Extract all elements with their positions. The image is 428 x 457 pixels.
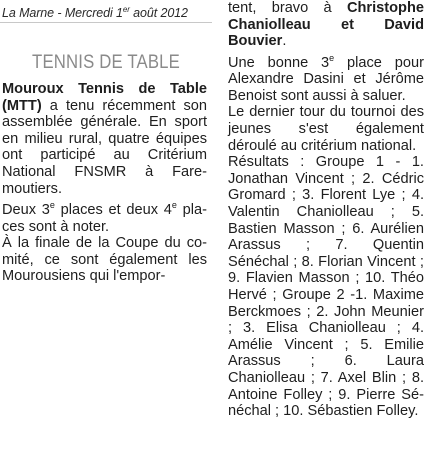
paragraph-cup-final: À la finale de la Coupe du comité, ce sont également les Mourousiens qui l'empor- [2, 235, 207, 285]
paragraph-places: Deux 3e places et deux 4e places sont à noter. [2, 200, 207, 235]
paragraph-cup-final-cont: tent, bravo à Christophe Chaniolleau et David Bouvier. [228, 0, 424, 50]
paragraph-intro [2, 81, 207, 197]
paragraph-results: Résultats : Groupe 1 - 1. Jonathan Vincent ; 2. Cédric Gromard ; 3. Florent Lye ; 4. Valentin Chaniolleau ; 5. Bastien Masson ; 6. Aurélien Arassus ; 7. Quentin Sénéchal ; 8. Florian Vincent ; 9. Flavien Masson ; 10. Théo Hervé ; Groupe 2 -1. Maxime Berckmoes ; 2. John Meunier ; 3. Elisa Chaniolleau ; 4. Amélie Vincent ; 5. Emilie Arassus ; 6. Laura Chaniolleau ; 7. Axel Blin ; 8. Antoine Folley ; 9. Pierre Sénéchal ; 10. Sébastien Folley. [228, 154, 424, 420]
paragraph-youth-tournament: Le dernier tour du tournoi des jeunes s'est également déroulé au critérium national. [228, 104, 424, 154]
folio-text: La Marne - Mercredi 1er août 2012 [2, 5, 188, 21]
article-column-left [2, 81, 207, 285]
winners-names: Christophe Chaniolleau et David Bouvier [228, 0, 424, 50]
section-heading: TENNIS DE TABLE [32, 52, 180, 73]
intro-text: a tenu récemment son assemblée générale. En sport en milieu rural, quatre équipes ont participé au Critérium National FNSMR à Faremoutiers. [2, 97, 207, 197]
header-rule [0, 22, 212, 23]
page-folio [2, 5, 188, 20]
club-name-lead: Mouroux Tennis de Table (MTT) [2, 81, 207, 114]
paragraph-third-place: Une bonne 3e place pour Alexandre Dasini et Jérôme Benoist sont aussi à saluer. [228, 52, 424, 104]
article-column-right [228, 0, 424, 420]
